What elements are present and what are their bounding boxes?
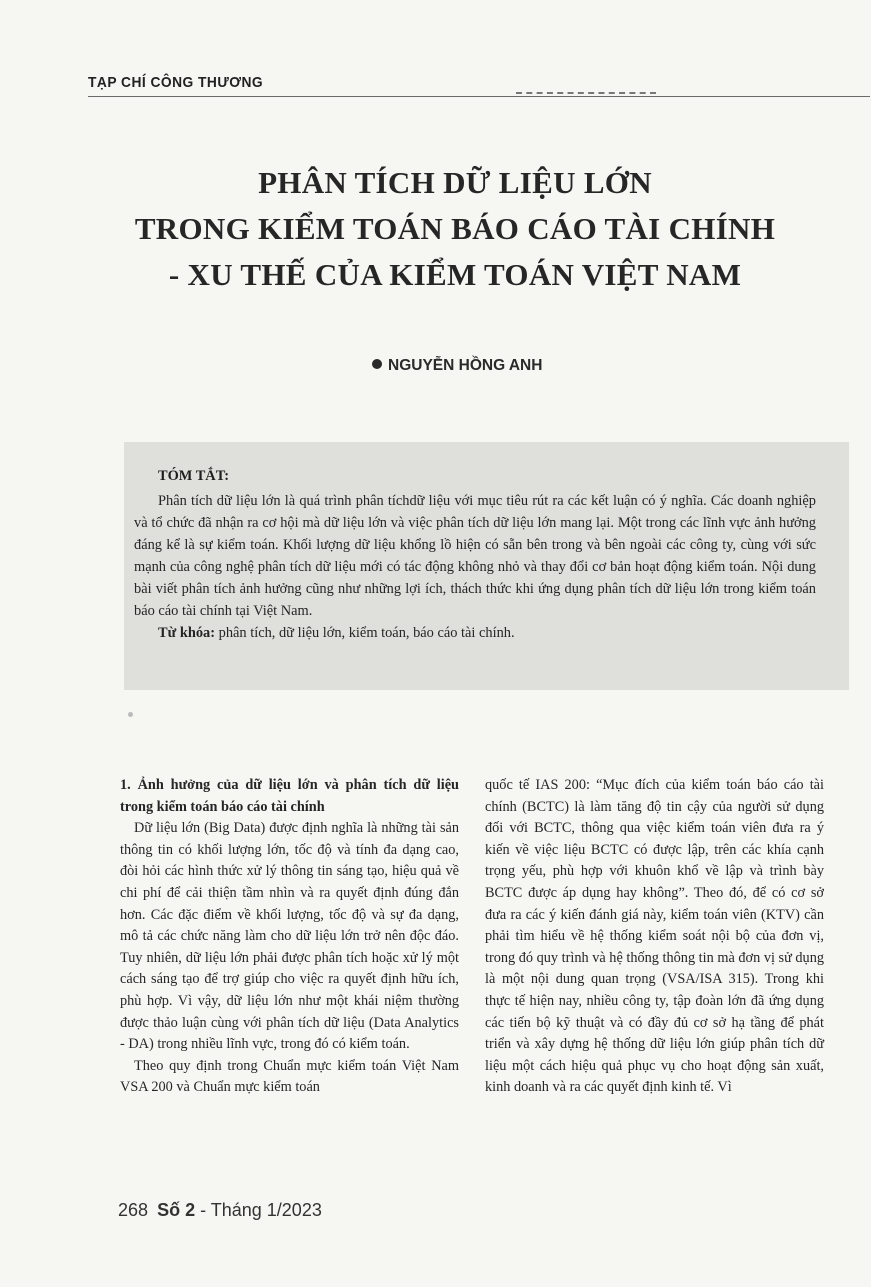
author-name: NGUYỄN HỒNG ANH xyxy=(388,357,543,374)
left-column xyxy=(120,775,459,1099)
keywords-label: Từ khóa: xyxy=(158,625,216,641)
issue-number: Số 2 xyxy=(157,1200,196,1220)
issue-date: - Tháng 1/2023 xyxy=(195,1200,322,1220)
article-title xyxy=(60,160,850,298)
right-column xyxy=(485,775,824,1099)
header-rule xyxy=(88,96,870,97)
title-line: - XU THẾ CỦA KIỂM TOÁN VIỆT NAM xyxy=(168,257,742,292)
abstract-box xyxy=(124,442,849,690)
paragraph: Dữ liệu lớn (Big Data) được định nghĩa là những tài sản thông tin có khối lượng lớn, tốc độ và tính đa dạng cao, đòi hỏi các hình thức xử lý thông tin sáng tạo, hiệu quả về chi phí để cải thiện tầm nhìn và ra quyết định đúng đắn hơn. Các đặc điểm về khối lượng, tốc độ và sự đa dạng, mô tả các chức năng làm cho dữ liệu lớn trở nên độc đáo. Tuy nhiên, dữ liệu lớn phải được phân tích hoặc xử lý một cách sáng tạo để trợ giúp cho việc ra quyết định hữu ích, phù hợp. Vì vậy, dữ liệu lớn như một khái niệm thường được thảo luận cùng với phân tích dữ liệu (Data Analytics - DA) trong nhiều lĩnh vực, trong đó có kiểm toán. xyxy=(120,820,459,1053)
abstract-heading: TÓM TẮT: xyxy=(158,468,230,484)
journal-name: TẠP CHÍ CÔNG THƯƠNG xyxy=(88,74,264,91)
page-speck xyxy=(128,712,133,717)
bullet-icon xyxy=(372,359,382,369)
title-line: PHÂN TÍCH DỮ LIỆU LỚN xyxy=(258,165,652,200)
keywords-text: phân tích, dữ liệu lớn, kiểm toán, báo cáo tài chính. xyxy=(215,625,515,641)
page-footer xyxy=(118,1200,322,1221)
section-heading: 1. Ảnh hưởng của dữ liệu lớn và phân tích dữ liệu trong kiểm toán báo cáo tài chính xyxy=(120,777,459,815)
header-decoration xyxy=(516,92,656,94)
paragraph: Theo quy định trong Chuẩn mực kiểm toán Việt Nam VSA 200 và Chuẩn mực kiểm toán xyxy=(120,1057,459,1096)
keywords-line xyxy=(134,622,816,644)
abstract-body xyxy=(134,468,816,644)
abstract-text: Phân tích dữ liệu lớn là quá trình phân tíchdữ liệu với mục tiêu rút ra các kết luận có ý nghĩa. Các doanh nghiệp và tổ chức đã nhận ra cơ hội mà dữ liệu lớn và việc phân tích dữ liệu lớn mang lại. Một trong các lĩnh vực ảnh hưởng đáng kể là sự kiểm toán. Khối lượng dữ liệu khổng lồ hiện có sẵn bên trong và bên ngoài các công ty, cùng với sức mạnh của công nghệ phân tích dữ liệu mới có tác động không nhỏ và thay đổi cơ bản hoạt động kiểm toán. Nội dung bài viết phân tích ảnh hưởng cũng như những lợi ích, thách thức khi ứng dụng phân tích dữ liệu lớn trong kiểm toán báo cáo tài chính tại Việt Nam. xyxy=(134,493,816,619)
paragraph: quốc tế IAS 200: “Mục đích của kiểm toán báo cáo tài chính (BCTC) là làm tăng độ tin cậy của người sử dụng đối với BCTC, thông qua việc kiểm toán viên đưa ra ý kiến về việc liệu BCTC có được lập, trên các khía cạnh trọng yếu, phù hợp với khuôn khổ về lập và trình bày BCTC được áp dụng hay không”. Theo đó, để có cơ sở đưa ra các ý kiến đánh giá này, kiểm toán viên (KTV) cần phải tìm hiểu về hệ thống kiểm soát nội bộ của đơn vị, trong đó quy trình và hệ thống thông tin mà đơn vị sử dụng là một nội dung quan trọng (VSA/ISA 315). Trong khi thực tế hiện nay, nhiều công ty, tập đoàn lớn đã ứng dụng các tiến bộ kỹ thuật và có đầy đủ cơ sở hạ tầng để phát triển và xây dựng hệ thống dữ liệu lớn giúp phân tích dữ liệu một cách hiệu quả phục vụ cho hoạt động sản xuất, kinh doanh và ra các quyết định kinh tế. Vì xyxy=(485,777,824,1096)
title-line: TRONG KIỂM TOÁN BÁO CÁO TÀI CHÍNH xyxy=(134,211,776,246)
author-line xyxy=(372,357,542,375)
page-number: 268 xyxy=(118,1200,149,1220)
